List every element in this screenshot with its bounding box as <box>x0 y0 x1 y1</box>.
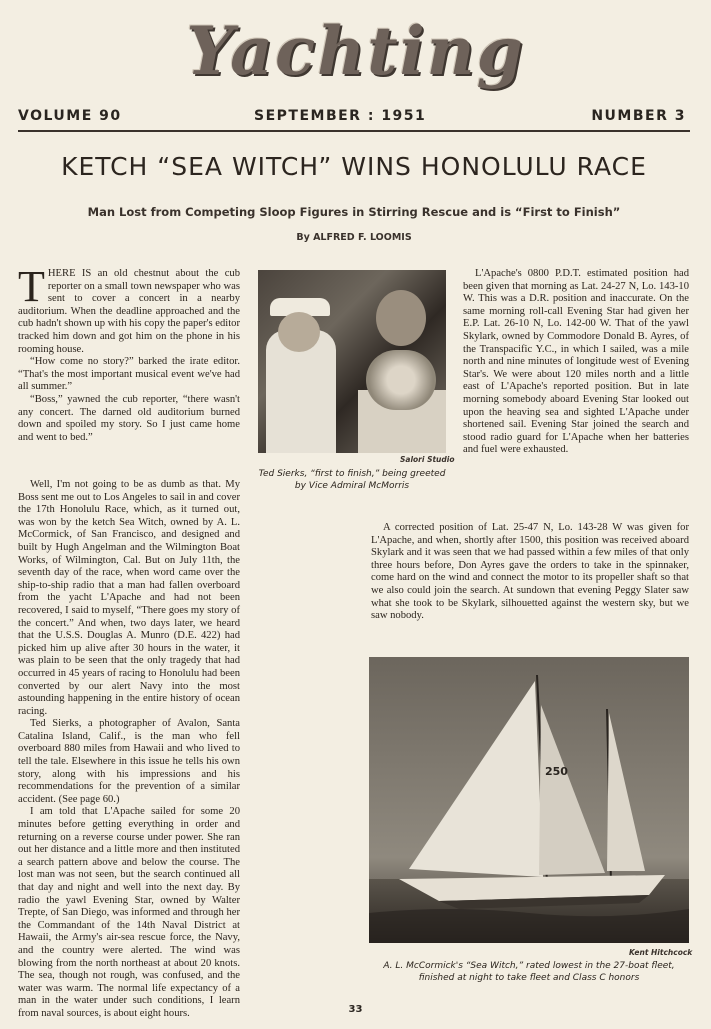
sail-number: 250 <box>545 765 568 778</box>
drop-cap: T <box>18 262 45 311</box>
article-headline: KETCH “SEA WITCH” WINS HONOLULU RACE <box>61 152 647 181</box>
article-column-1-continued <box>18 479 240 1021</box>
article-paragraph: Ted Sierks, a photographer of Avalon, Santa Catalina Island, Calif., is the man who fell overboard 880 miles from Hawaii and who lived to tell the tale. Elsewhere in this issue he tells his own story, along with his impressions and his recommendations for the prevention of a similar accident. (See page 60.) <box>18 718 240 805</box>
article-column-3-continued <box>371 522 689 623</box>
article-paragraph: I am told that L'Apache sailed for some 20 minutes before getting everything in order and returning on a reverse course under power. She ran out her distance and a little more and then instituted a search pattern above and below the course. The lost man was not seen, but the search continued all that day and night and well into the next day. By radio the yawl Evening Star, owned by Walter Trepte, of San Diego, was informed and through her the Commandant of the 14th Naval District at Hawaii, the Army's air-sea rescue force, the Navy, and the country were alerted. The wind was blowing from the north northeast at about 20 knots. The sea, though not rough, was confused, and the water was warm. The normal life expectancy of a man in the water under such conditions, I learn from naval sources, is about eight hours. <box>18 806 240 1019</box>
article-paragraph: “How come no story?” barked the irate editor. “That's the most important musical event we've had all summer.” <box>18 356 240 393</box>
article-paragraph: L'Apache's 0800 P.D.T. estimated position had been given that morning as Lat. 24-27 N, Lo. 143-10 W. This was a D.R. position and inaccurate. On the same morning roll-call Evening Star had given her E.P. Lat. 26-10 N, Lo. 142-00 W. That of the yawl Skylark, owned by Commodore Donald B. Ayres, of the Transpacific Y.C., in which I sailed, was a mile north and nine minutes of longitude west of Evening Star's. We were about 120 miles north and a little east of L'Apache's reported position. But in late morning somebody aboard Evening Star looked out upon the heaving sea and sighted L'Apache under shortened sail. Evening Star joined the search and stood radio guard for L'Apache when her batteries and fuel were exhausted. <box>463 268 689 456</box>
photo-caption: Ted Sierks, “first to finish,” being greeted by Vice Admiral McMorris <box>258 469 446 491</box>
issue-date: SEPTEMBER : 1951 <box>254 108 427 124</box>
article-paragraph: A corrected position of Lat. 25-47 N, Lo. 143-28 W was given for L'Apache, and when, shortly after 1500, this position was received aboard Skylark and it was seen that we had passed within a few miles of that only three hours before, Don Ayres gave the orders to take in the spinnaker, come hard on the wind and connect the motor to its propeller shaft so that we also could join the search. At sundown that evening Peggy Slater saw what she took to be Skylark, silhouetted against the western sky, but we saw nobody. <box>371 522 689 622</box>
flower-lei <box>366 350 436 410</box>
sierks-face <box>376 290 426 346</box>
magazine-masthead: Yachting <box>186 12 525 90</box>
photo-credit: Kent Hitchcock <box>629 948 693 957</box>
article-subhead: Man Lost from Competing Sloop Figures in Stirring Rescue and is “First to Finish” <box>87 205 621 219</box>
article-column-1 <box>18 262 240 444</box>
issue-number: NUMBER 3 <box>591 108 686 124</box>
article-byline: By ALFRED F. LOOMIS <box>296 232 412 243</box>
admiral-greeting-photo <box>258 270 446 453</box>
issue-info-bar <box>18 108 690 132</box>
article-paragraph: “Boss,” yawned the cub reporter, “there wasn't any concert. The darned old auditorium burned down and spoiled my story. So I just came home and went to bed.” <box>18 393 240 443</box>
sea-witch-photo <box>369 657 689 943</box>
volume-label: VOLUME 90 <box>18 108 122 124</box>
photo-caption: A. L. McCormick's “Sea Witch,” rated lowest in the 27-boat fleet, finished at night to take fleet and Class C honors <box>383 961 675 983</box>
page-number: 33 <box>348 1004 363 1015</box>
ketch-under-sail-illustration <box>369 657 689 943</box>
article-paragraph: THERE IS an old chestnut about the cub reporter on a small town newspaper who was sent to cover a concert in a nearby auditorium. When the deadline approached and the cub hadn't shown up with his copy the paper's editor tracked him down and got him on the phone in his rooming house. <box>18 262 240 355</box>
admiral-face <box>278 312 320 352</box>
article-column-3 <box>463 268 689 457</box>
photo-credit: Salori Studio <box>400 455 455 464</box>
article-paragraph: Well, I'm not going to be as dumb as that. My Boss sent me out to Los Angeles to sail in and cover the 17th Honolulu Race, which, as it turned out, was won by the ketch Sea Witch, owned by A. L. McCormick, of San Francisco, and designed and built by Hugh Angelman and the Wilmington Boat Works, of Wilmington, Cal. But on July 11th, the seventh day of the race, when word came over the ship-to-ship radio that a man had fallen overboard from the yacht L'Apache and had not been recovered, I said to myself, “There goes my story of the concert.” And when, two days later, we heard that the U.S.S. Douglas A. Munro (D.E. 422) had picked him up alive after 30 hours in the water, it was plain to be seen that the only tragedy that had occurred in 45 years of racing to Honolulu had been converted by our alert Navy into the most astounding happening in the entire history of ocean racing. <box>18 479 240 717</box>
